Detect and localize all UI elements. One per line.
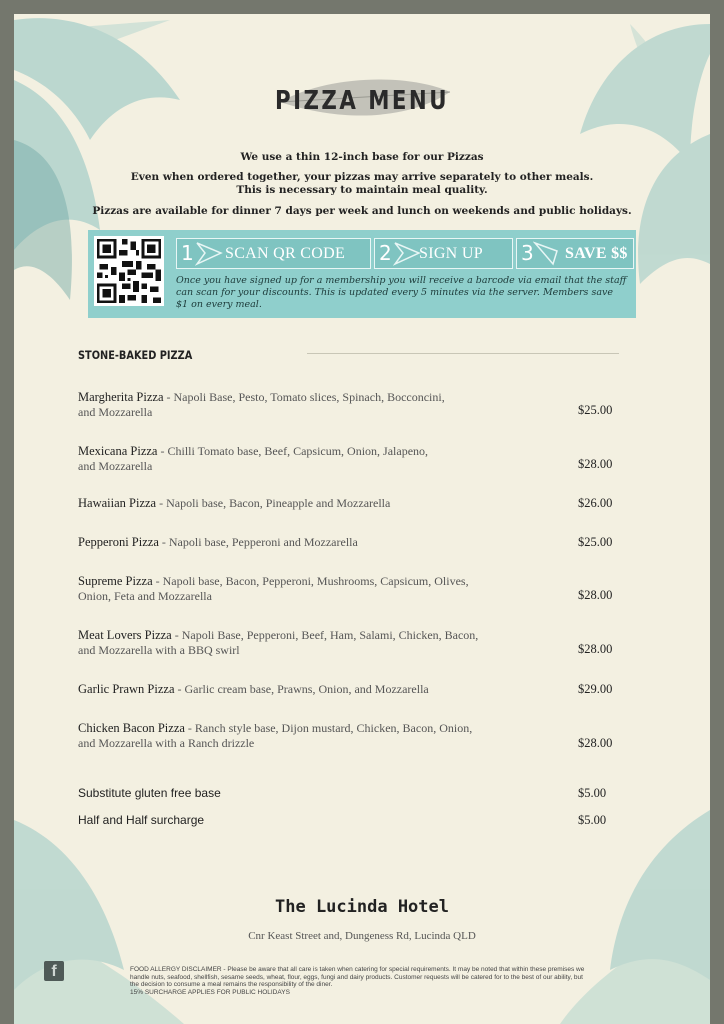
item-price: $25.00 xyxy=(578,403,613,417)
item-name: Mexicana Pizza xyxy=(78,444,158,458)
item-description: - Napoli Base, Pepperoni, Beef, Ham, Salami, Chicken, Bacon, xyxy=(171,628,479,642)
menu-item xyxy=(78,574,623,603)
step-label: SCAN QR CODE xyxy=(225,245,346,262)
item-description: - Napoli Base, Pesto, Tomato slices, Spinach, Bocconcini, xyxy=(163,390,445,404)
menu-item xyxy=(78,496,623,511)
membership-note: Once you have signed up for a membership you will receive a barcode via email that the staff can scan for your discounts. This is updated every 5 minutes via the server. Members save $1 on every meal. xyxy=(176,275,627,310)
membership-promo-band xyxy=(88,230,636,318)
item-price: $28.00 xyxy=(578,588,613,602)
item-description: and Mozzarella with a BBQ swirl xyxy=(78,642,240,657)
intro-line: This is necessary to maintain meal quality. xyxy=(236,184,488,196)
step-sign-up xyxy=(374,238,513,269)
section-divider xyxy=(307,353,619,354)
extra-label: Substitute gluten free base xyxy=(78,786,221,800)
disclaimer-text: FOOD ALLERGY DISCLAIMER - Please be aware that all care is taken when catering for special requirements. It may be noted that within these premises we handle nuts, seafood, shellfish, sesame seeds, wheat, flour, eggs, fungi and dairy products. Customer requests will be catered for to the best of our ability, but the decision to consume a meal remains the responsibility of the diner. xyxy=(130,966,585,989)
menu-item xyxy=(78,682,623,697)
item-name: Margherita Pizza xyxy=(78,390,164,404)
menu-item xyxy=(78,390,623,419)
item-description: - Ranch style base, Dijon mustard, Chicken, Bacon, Onion, xyxy=(184,721,473,735)
item-description: - Napoli base, Pepperoni and Mozzarella xyxy=(158,535,358,549)
menu-item xyxy=(78,444,623,473)
item-name: Chicken Bacon Pizza xyxy=(78,721,185,735)
item-name: Hawaiian Pizza xyxy=(78,496,157,510)
item-name: Supreme Pizza xyxy=(78,574,153,588)
facebook-icon[interactable]: f xyxy=(44,961,64,981)
step-number: 2 xyxy=(379,241,392,265)
step-scan-qr-code xyxy=(176,238,371,269)
step-save xyxy=(516,238,634,269)
step-label: SIGN UP xyxy=(419,245,483,262)
item-description: - Napoli base, Bacon, Pepperoni, Mushrooms, Capsicum, Olives, xyxy=(152,574,469,588)
item-price: $28.00 xyxy=(578,457,613,471)
step-number: 1 xyxy=(181,241,194,265)
item-description: and Mozzarella xyxy=(78,404,153,419)
item-description: - Napoli base, Bacon, Pineapple and Mozzarella xyxy=(156,496,391,510)
surcharge-notice: 15% SURCHARGE APPLIES FOR PUBLIC HOLIDAYS xyxy=(130,988,290,996)
page-title: PIZZA MENU xyxy=(275,86,449,116)
item-name: Pepperoni Pizza xyxy=(78,535,159,549)
item-description: - Chilli Tomato base, Beef, Capsicum, Onion, Jalapeno, xyxy=(157,444,429,458)
allergy-disclaimer xyxy=(130,966,590,996)
step-number: 3 xyxy=(521,241,534,265)
item-price: $28.00 xyxy=(578,642,613,656)
item-price: $25.00 xyxy=(578,535,613,549)
menu-item xyxy=(78,721,623,750)
extra-label: Half and Half surcharge xyxy=(78,813,205,827)
menu-item xyxy=(78,628,623,657)
item-description: - Garlic cream base, Prawns, Onion, and Mozzarella xyxy=(174,682,429,696)
item-description: Onion, Feta and Mozzarella xyxy=(78,588,212,603)
section-title: STONE-BAKED PIZZA xyxy=(78,348,193,362)
step-label: SAVE $$ xyxy=(565,245,628,262)
intro-line: Even when ordered together, your pizzas may arrive separately to other meals. xyxy=(130,171,594,183)
extra-price: $5.00 xyxy=(578,786,607,800)
item-price: $26.00 xyxy=(578,496,613,510)
item-name: Meat Lovers Pizza xyxy=(78,628,172,642)
extra-price: $5.00 xyxy=(578,813,607,827)
tag-icon xyxy=(533,241,561,266)
item-description: and Mozzarella xyxy=(78,458,153,473)
intro-line: Pizzas are available for dinner 7 days per week and lunch on weekends and public holidays. xyxy=(92,205,632,217)
item-description: and Mozzarella with a Ranch drizzle xyxy=(78,735,255,750)
intro-line: We use a thin 12-inch base for our Pizzas xyxy=(240,151,484,163)
qr-code-icon[interactable] xyxy=(94,236,164,306)
hotel-name: The Lucinda Hotel xyxy=(275,897,449,917)
item-name: Garlic Prawn Pizza xyxy=(78,682,175,696)
hotel-address: Cnr Keast Street and, Dungeness Rd, Lucinda QLD xyxy=(248,930,476,942)
arrow-right-icon xyxy=(195,241,225,266)
menu-item xyxy=(78,535,623,550)
item-price: $29.00 xyxy=(578,682,613,696)
item-price: $28.00 xyxy=(578,736,613,750)
